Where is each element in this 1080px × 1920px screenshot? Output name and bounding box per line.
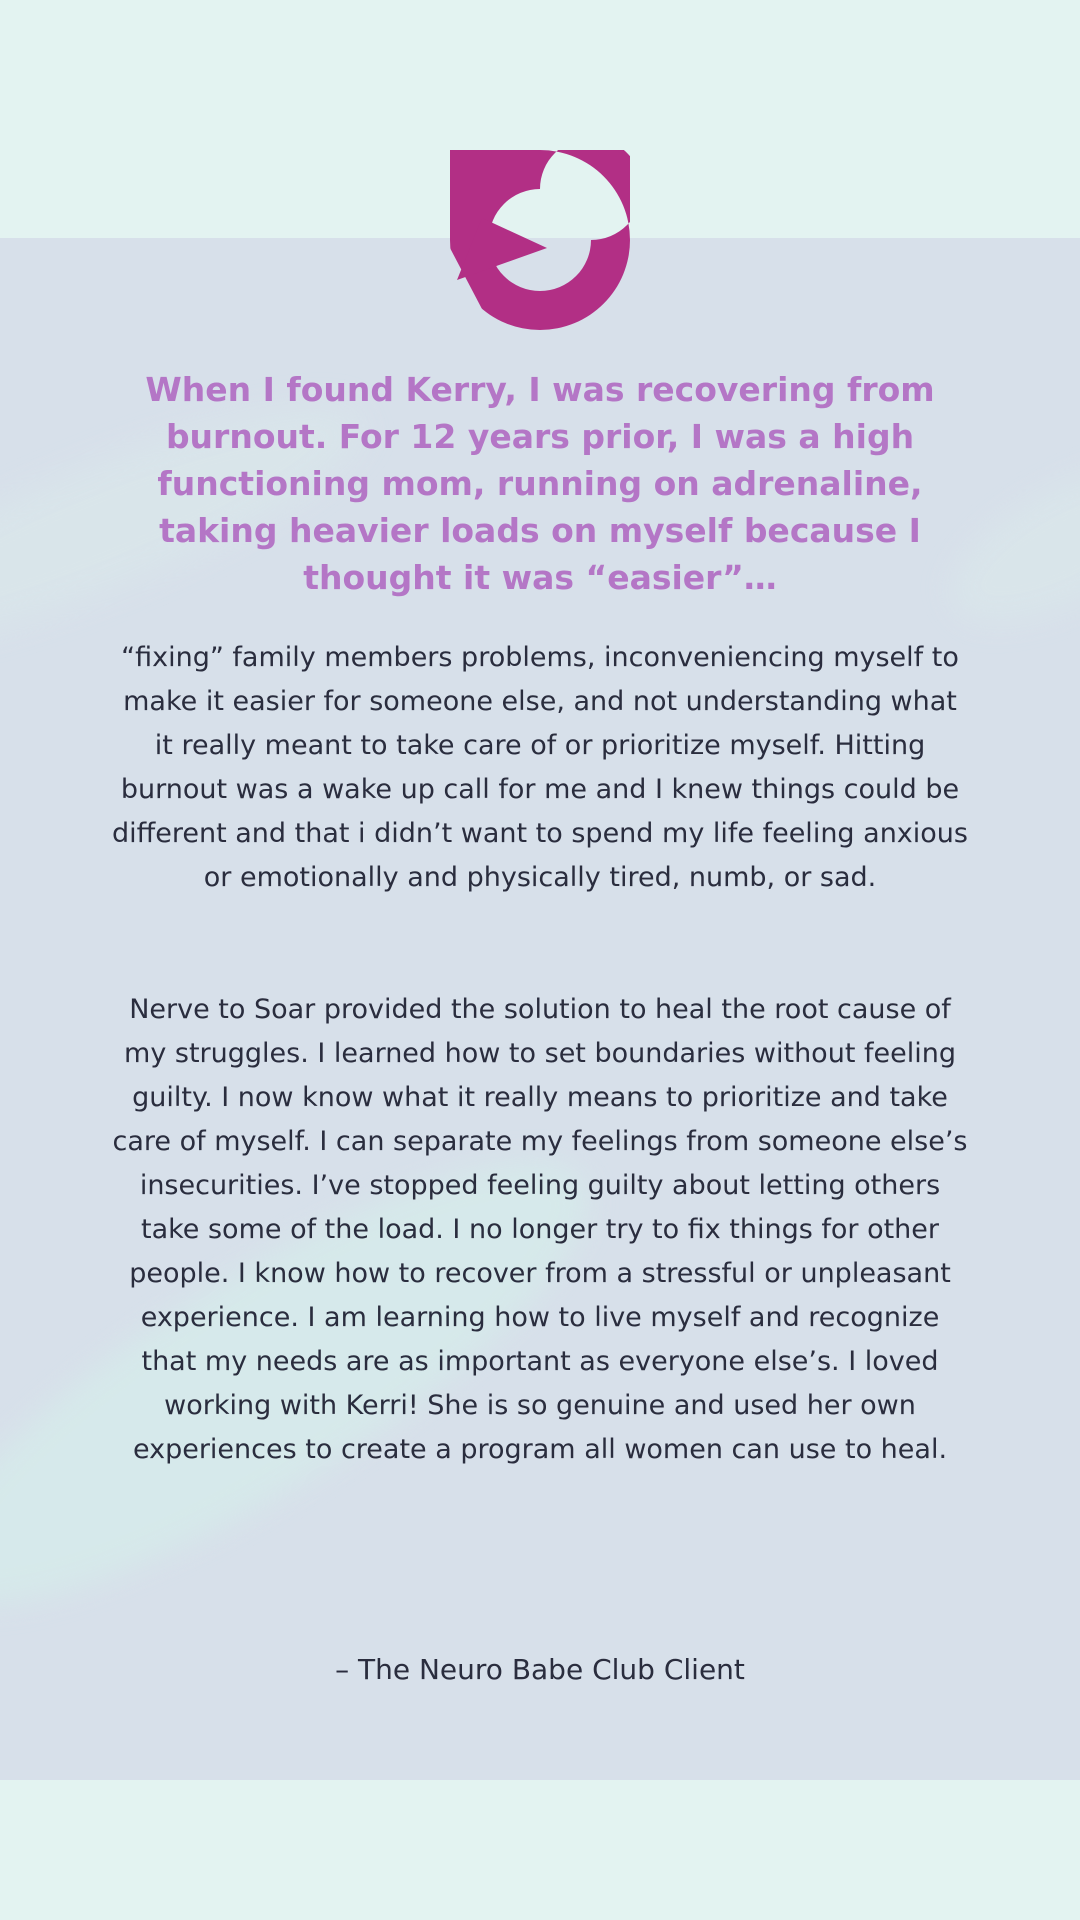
- testimonial-paragraph-1: “fixing” family members problems, inconveniencing myself to make it easier for someone else, and not understanding what it really meant to take care of or prioritize myself. Hitting burnout was a wake up call for me and I knew things could be different and that i didn’t want to spend my life feeling anxious or emotionally and physically tired, numb, or sad.: [112, 642, 968, 893]
- testimonial-attribution: – The Neuro Babe Club Client: [335, 1653, 745, 1686]
- ring-with-arrow-icon: [450, 150, 630, 330]
- testimonial-headline: When I found Kerry, I was recovering from burnout. For 12 years prior, I was a high functioning mom, running on adrenaline, taking heavier loads on myself because I thought it was “easier”…: [145, 370, 935, 597]
- bottom-band: [0, 1780, 1080, 1920]
- testimonial-paragraph-2: Nerve to Soar provided the solution to heal the root cause of my struggles. I learned how to set boundaries without feeling guilty. I now know what it really means to prioritize and take care of myself. I can separate my feelings from someone else’s insecurities. I’ve stopped feeling guilty about letting others take some of the load. I no longer try to fix things for other people. I know how to recover from a stressful or unpleasant experience. I am learning how to live myself and recognize that my needs are as important as everyone else’s. I loved working with Kerri! She is so genuine and used her own experiences to create a program all women can use to heal.: [112, 994, 968, 1465]
